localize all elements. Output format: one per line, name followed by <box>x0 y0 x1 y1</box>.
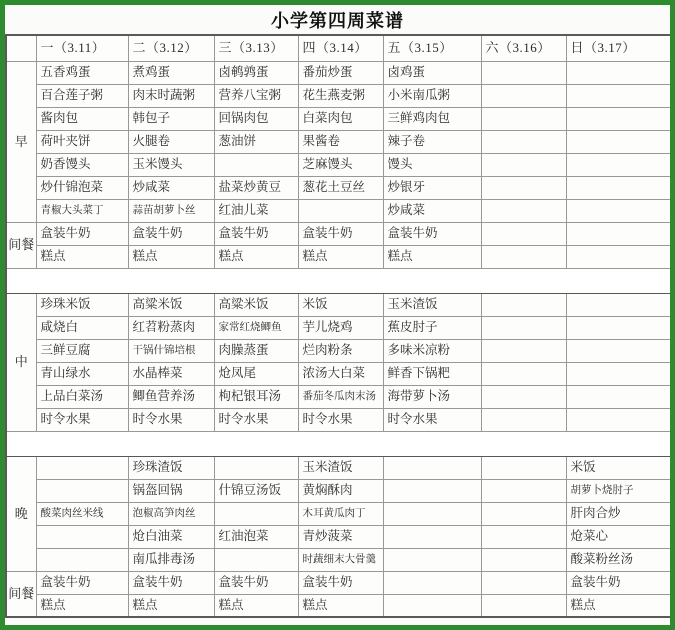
menu-cell: 糕点 <box>128 245 214 268</box>
menu-row <box>6 385 671 408</box>
menu-cell <box>481 199 566 222</box>
menu-cell: 炝白油菜 <box>128 525 214 548</box>
menu-cell: 米饭 <box>566 456 671 479</box>
menu-cell: 糕点 <box>214 594 298 617</box>
menu-cell <box>566 61 671 84</box>
menu-cell <box>481 316 566 339</box>
menu-cell: 番茄炒蛋 <box>298 61 383 84</box>
menu-cell <box>481 456 566 479</box>
menu-cell: 果酱卷 <box>298 130 383 153</box>
menu-cell <box>566 222 671 245</box>
menu-cell <box>481 176 566 199</box>
menu-cell: 珍珠米饭 <box>36 293 128 316</box>
menu-cell <box>481 385 566 408</box>
menu-cell <box>383 525 481 548</box>
menu-cell: 百合莲子粥 <box>36 84 128 107</box>
section-spacer-row <box>6 268 671 293</box>
menu-cell: 盒装牛奶 <box>128 571 214 594</box>
menu-cell <box>383 502 481 525</box>
menu-row <box>6 548 671 571</box>
menu-cell: 盒装牛奶 <box>298 222 383 245</box>
column-header: 日（3.17） <box>566 35 671 61</box>
menu-cell <box>214 153 298 176</box>
menu-cell: 红油儿菜 <box>214 199 298 222</box>
menu-cell: 葱油饼 <box>214 130 298 153</box>
menu-cell: 肝肉合炒 <box>566 502 671 525</box>
menu-row <box>6 502 671 525</box>
menu-row <box>6 176 671 199</box>
menu-cell: 高粱米饭 <box>214 293 298 316</box>
menu-cell: 花生燕麦粥 <box>298 84 383 107</box>
menu-cell <box>481 548 566 571</box>
menu-cell <box>481 153 566 176</box>
menu-row <box>6 525 671 548</box>
menu-cell: 海带萝卜汤 <box>383 385 481 408</box>
menu-cell <box>481 594 566 617</box>
menu-cell: 家常红烧鲫鱼 <box>214 316 298 339</box>
menu-cell: 玉米馒头 <box>128 153 214 176</box>
section-spacer-row <box>6 431 671 456</box>
menu-cell <box>566 339 671 362</box>
menu-row <box>6 339 671 362</box>
menu-cell: 胡萝卜烧肘子 <box>566 479 671 502</box>
menu-cell: 糕点 <box>298 245 383 268</box>
menu-row <box>6 245 671 268</box>
menu-cell: 上品白菜汤 <box>36 385 128 408</box>
menu-cell: 盒装牛奶 <box>128 222 214 245</box>
menu-cell: 烂肉粉条 <box>298 339 383 362</box>
menu-cell: 炝菜心 <box>566 525 671 548</box>
menu-cell: 红油泡菜 <box>214 525 298 548</box>
menu-cell: 卤鸡蛋 <box>383 61 481 84</box>
menu-cell: 盒装牛奶 <box>298 571 383 594</box>
menu-cell: 馒头 <box>383 153 481 176</box>
column-header: 四（3.14） <box>298 35 383 61</box>
menu-cell <box>481 479 566 502</box>
menu-cell <box>36 525 128 548</box>
menu-table <box>5 34 672 618</box>
menu-cell: 时令水果 <box>383 408 481 431</box>
menu-cell <box>481 502 566 525</box>
meal-section-label: 早 <box>6 61 36 222</box>
menu-cell: 水晶棒菜 <box>128 362 214 385</box>
menu-cell <box>481 84 566 107</box>
menu-cell: 炒银牙 <box>383 176 481 199</box>
menu-cell <box>566 385 671 408</box>
menu-cell <box>481 107 566 130</box>
menu-cell: 锅盔回锅 <box>128 479 214 502</box>
menu-cell: 肉末时蔬粥 <box>128 84 214 107</box>
menu-row <box>6 84 671 107</box>
menu-row <box>6 222 671 245</box>
menu-cell <box>383 479 481 502</box>
menu-cell <box>566 362 671 385</box>
menu-cell: 蕉皮肘子 <box>383 316 481 339</box>
menu-cell: 盒装牛奶 <box>214 222 298 245</box>
menu-cell: 红苕粉蒸肉 <box>128 316 214 339</box>
menu-row <box>6 479 671 502</box>
spacer-cell <box>6 268 671 293</box>
menu-cell: 时蔬细末大骨羹 <box>298 548 383 571</box>
page-title: 小学第四周菜谱 <box>271 11 404 31</box>
menu-cell: 鲫鱼营养汤 <box>128 385 214 408</box>
meal-section-label: 中 <box>6 293 36 431</box>
menu-cell <box>481 222 566 245</box>
menu-cell: 泡椒高笋肉丝 <box>128 502 214 525</box>
column-header: 一（3.11） <box>36 35 128 61</box>
menu-cell: 盒装牛奶 <box>383 222 481 245</box>
menu-cell: 糕点 <box>36 594 128 617</box>
menu-cell: 糕点 <box>36 245 128 268</box>
menu-cell <box>481 245 566 268</box>
menu-cell <box>36 548 128 571</box>
menu-cell: 枸杞银耳汤 <box>214 385 298 408</box>
menu-cell <box>481 362 566 385</box>
menu-row <box>6 408 671 431</box>
menu-cell: 珍珠渣饭 <box>128 456 214 479</box>
menu-cell: 盒装牛奶 <box>36 222 128 245</box>
menu-cell <box>566 293 671 316</box>
menu-cell <box>214 502 298 525</box>
menu-cell: 芝麻馒头 <box>298 153 383 176</box>
menu-cell: 玉米渣饭 <box>383 293 481 316</box>
menu-cell: 干锅什锦培根 <box>128 339 214 362</box>
menu-cell <box>566 245 671 268</box>
menu-cell <box>481 571 566 594</box>
column-header: 五（3.15） <box>383 35 481 61</box>
menu-row <box>6 61 671 84</box>
menu-cell: 酱肉包 <box>36 107 128 130</box>
column-header: 六（3.16） <box>481 35 566 61</box>
spacer-cell <box>6 431 671 456</box>
menu-cell: 浓汤大白菜 <box>298 362 383 385</box>
menu-cell <box>566 408 671 431</box>
menu-cell: 炒咸菜 <box>383 199 481 222</box>
menu-cell <box>566 176 671 199</box>
menu-cell <box>36 479 128 502</box>
menu-cell: 韩包子 <box>128 107 214 130</box>
meal-section-label: 间餐 <box>6 571 36 617</box>
menu-cell: 炝凤尾 <box>214 362 298 385</box>
menu-cell <box>566 199 671 222</box>
menu-table-body <box>6 61 671 617</box>
corner-cell <box>6 35 36 61</box>
menu-cell: 芋儿烧鸡 <box>298 316 383 339</box>
menu-cell: 葱花土豆丝 <box>298 176 383 199</box>
menu-cell: 炒什锦泡菜 <box>36 176 128 199</box>
menu-cell: 木耳黄瓜肉丁 <box>298 502 383 525</box>
menu-cell: 盒装牛奶 <box>214 571 298 594</box>
menu-cell <box>481 293 566 316</box>
meal-section-label: 晚 <box>6 456 36 571</box>
menu-cell: 营养八宝粥 <box>214 84 298 107</box>
menu-row <box>6 316 671 339</box>
menu-cell: 糕点 <box>214 245 298 268</box>
menu-cell <box>566 107 671 130</box>
menu-cell <box>383 594 481 617</box>
menu-cell: 卤鹌鹑蛋 <box>214 61 298 84</box>
menu-cell: 蒜苗胡萝卜丝 <box>128 199 214 222</box>
menu-cell: 时令水果 <box>128 408 214 431</box>
menu-cell: 荷叶夹饼 <box>36 130 128 153</box>
menu-cell: 青山绿水 <box>36 362 128 385</box>
menu-cell: 回锅肉包 <box>214 107 298 130</box>
menu-cell: 辣子卷 <box>383 130 481 153</box>
menu-cell: 时令水果 <box>36 408 128 431</box>
menu-row <box>6 571 671 594</box>
menu-cell: 酸菜肉丝米线 <box>36 502 128 525</box>
menu-row <box>6 199 671 222</box>
menu-cell: 玉米渣饭 <box>298 456 383 479</box>
menu-row <box>6 130 671 153</box>
menu-cell <box>214 548 298 571</box>
menu-cell <box>383 548 481 571</box>
menu-cell: 黄焖酥肉 <box>298 479 383 502</box>
menu-cell <box>383 456 481 479</box>
menu-row <box>6 153 671 176</box>
menu-row <box>6 456 671 479</box>
menu-cell: 糕点 <box>128 594 214 617</box>
menu-cell: 三鲜豆腐 <box>36 339 128 362</box>
menu-cell: 青炒菠菜 <box>298 525 383 548</box>
menu-cell <box>481 130 566 153</box>
menu-cell: 糕点 <box>566 594 671 617</box>
menu-row <box>6 293 671 316</box>
menu-cell: 火腿卷 <box>128 130 214 153</box>
menu-cell: 奶香馒头 <box>36 153 128 176</box>
column-header: 二（3.12） <box>128 35 214 61</box>
menu-cell: 肉臊蒸蛋 <box>214 339 298 362</box>
menu-cell: 南瓜排毒汤 <box>128 548 214 571</box>
menu-cell <box>566 153 671 176</box>
menu-cell: 时令水果 <box>214 408 298 431</box>
menu-row <box>6 107 671 130</box>
menu-cell: 青椒大头菜丁 <box>36 199 128 222</box>
menu-cell: 煮鸡蛋 <box>128 61 214 84</box>
menu-cell: 什锦豆汤饭 <box>214 479 298 502</box>
menu-cell: 小米南瓜粥 <box>383 84 481 107</box>
menu-cell <box>481 61 566 84</box>
menu-cell: 咸烧白 <box>36 316 128 339</box>
menu-cell: 三鲜鸡肉包 <box>383 107 481 130</box>
menu-cell: 五香鸡蛋 <box>36 61 128 84</box>
menu-cell: 盒装牛奶 <box>566 571 671 594</box>
menu-cell: 炒咸菜 <box>128 176 214 199</box>
menu-cell <box>383 571 481 594</box>
menu-cell: 糕点 <box>383 245 481 268</box>
menu-cell: 时令水果 <box>298 408 383 431</box>
menu-cell <box>36 456 128 479</box>
menu-cell <box>298 199 383 222</box>
menu-cell <box>214 456 298 479</box>
menu-cell <box>481 525 566 548</box>
meal-section-label: 间餐 <box>6 222 36 268</box>
menu-row <box>6 594 671 617</box>
menu-cell <box>566 130 671 153</box>
menu-cell: 番茄冬瓜肉末汤 <box>298 385 383 408</box>
menu-cell: 白菜肉包 <box>298 107 383 130</box>
menu-cell: 糕点 <box>298 594 383 617</box>
menu-cell <box>481 408 566 431</box>
menu-cell: 米饭 <box>298 293 383 316</box>
menu-cell: 盐菜炒黄豆 <box>214 176 298 199</box>
column-header: 三（3.13） <box>214 35 298 61</box>
menu-cell: 鲜香下锅粑 <box>383 362 481 385</box>
menu-cell: 高粱米饭 <box>128 293 214 316</box>
menu-row <box>6 362 671 385</box>
menu-table-header <box>6 35 671 61</box>
menu-cell: 盒装牛奶 <box>36 571 128 594</box>
menu-cell <box>566 84 671 107</box>
menu-cell: 酸菜粉丝汤 <box>566 548 671 571</box>
menu-cell: 多味米凉粉 <box>383 339 481 362</box>
header-row <box>6 35 671 61</box>
menu-cell <box>481 339 566 362</box>
menu-cell <box>566 316 671 339</box>
